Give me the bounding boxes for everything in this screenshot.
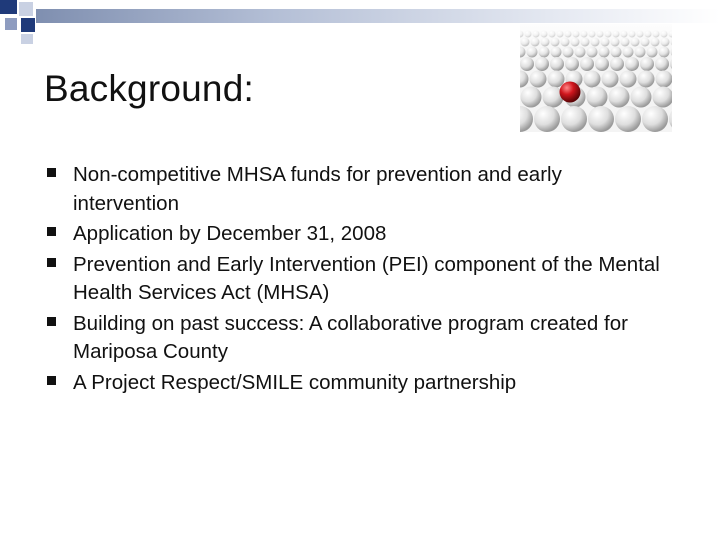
bullet-item bbox=[46, 310, 666, 367]
bullet-item bbox=[46, 161, 666, 218]
red-ball-among-white-balls-image bbox=[520, 24, 672, 132]
square-bullet-icon bbox=[47, 227, 56, 236]
bullet-text: Prevention and Early Intervention (PEI) component of the Mental Health Services Act (MHSA) bbox=[73, 252, 660, 304]
corner-decoration bbox=[0, 0, 60, 50]
bullet-text: Non-competitive MHSA funds for prevention and early intervention bbox=[73, 163, 562, 215]
square-bullet-icon bbox=[47, 376, 56, 385]
header-gradient-bar bbox=[36, 9, 720, 23]
deco-square bbox=[21, 34, 33, 44]
square-bullet-icon bbox=[47, 258, 56, 267]
bullet-item bbox=[46, 369, 666, 398]
bullet-item bbox=[46, 251, 666, 308]
deco-square bbox=[21, 18, 35, 32]
bullet-list bbox=[46, 161, 666, 399]
bullet-text: A Project Respect/SMILE community partnership bbox=[73, 370, 517, 394]
square-bullet-icon bbox=[47, 168, 56, 177]
slide-title: Background: bbox=[44, 68, 254, 109]
bullet-text: Building on past success: A collaborative program created for Mariposa County bbox=[73, 311, 628, 363]
deco-square bbox=[0, 0, 17, 14]
deco-square bbox=[19, 2, 33, 16]
deco-square bbox=[5, 18, 17, 30]
bullet-item bbox=[46, 220, 666, 249]
bullet-text: Application by December 31, 2008 bbox=[73, 222, 387, 245]
square-bullet-icon bbox=[47, 317, 56, 326]
